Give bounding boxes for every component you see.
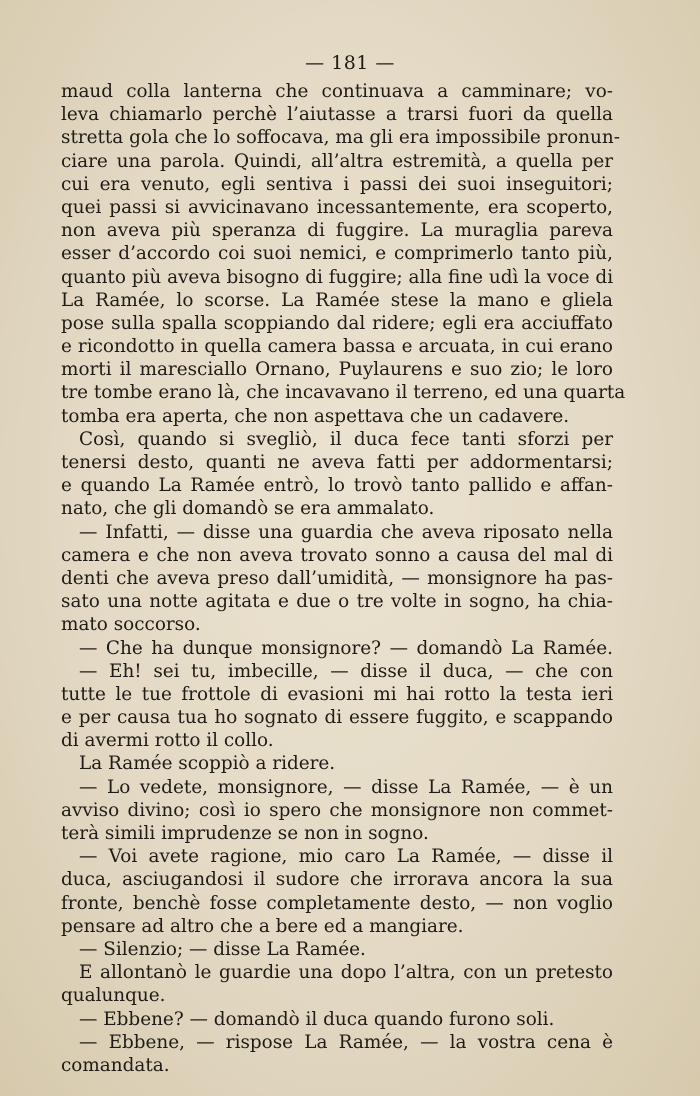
text-line: e per causa tua ho sognato di essere fuggito, e scappando [61, 707, 613, 729]
text-line: tomba era aperta, che non aspettava che un cadavere. [61, 405, 570, 427]
text-line: cui era venuto, egli sentiva i passi dei suoi inseguitori; [61, 173, 613, 195]
text-line: E allontanò le guardie una dopo l’altra, con un pretesto [79, 962, 613, 984]
text-line: pensare ad altro che a bere ed a mangiare. [61, 915, 464, 937]
body-text [61, 80, 626, 1077]
text-line: denti che aveva preso dall’umidità, — monsignore ha pas- [61, 567, 613, 589]
page-number: — 181 — [305, 52, 395, 74]
text-line: esser d’accordo coi suoi nemici, e comprimerlo tanto più, [61, 243, 613, 265]
text-line: — Che ha dunque monsignore? — domandò La Ramée. [79, 637, 613, 659]
text-line: tenersi desto, quanti ne aveva fatti per addormentarsi; [61, 452, 613, 473]
text-line: camera e che non aveva trovato sonno a causa del mal di [61, 544, 613, 566]
text-line: — Infatti, — disse una guardia che aveva riposato nella [79, 521, 613, 543]
text-line: quei passi si avvicinavano incessantemente, era scoperto, [61, 196, 613, 218]
text-line: stretta gola che lo soffocava, ma gli era impossibile pronun- [61, 127, 620, 149]
text-line: La Ramée scoppiò a ridere. [79, 753, 336, 775]
text-line: — Lo vedete, monsignore, — disse La Ramée, — è un [79, 776, 613, 798]
text-line: e ricondotto in quella camera bassa e arcuata, in cui erano [61, 336, 613, 358]
text-line: terà simili imprudenze se non in sogno. [61, 823, 429, 844]
text-line: e quando La Ramée entrò, lo trovò tanto pallido e affan- [61, 475, 613, 497]
text-line: ciare una parola. Quindi, all’altra estremità, a quella per [61, 150, 613, 172]
text-line: comandata. [61, 1054, 170, 1076]
text-line: non aveva più speranza di fuggire. La muraglia pareva [61, 220, 613, 242]
text-line: — Ebbene, — rispose La Ramée, — la vostra cena è [79, 1031, 613, 1053]
text-line: duca, asciugandosi il sudore che irrorava ancora la sua [61, 869, 613, 891]
text-line: leva chiamarlo perchè l’aiutasse a trarsi fuori da quella [61, 104, 613, 126]
text-line: — Silenzio; — disse La Ramée. [79, 938, 366, 960]
text-line: Così, quando si svegliò, il duca fece tanti sforzi per [79, 428, 613, 450]
text-line: tre tombe erano là, che incavavano il terreno, ed una quarta [61, 382, 626, 404]
text-line: — Ebbene? — domandò il duca quando furono soli. [79, 1008, 555, 1030]
text-line: qualunque. [61, 985, 166, 1007]
text-line: nato, che gli domandò se era ammalato. [61, 498, 435, 520]
text-line: sato una notte agitata e due o tre volte in sogno, ha chia- [61, 591, 613, 613]
text-line: morti il maresciallo Ornano, Puylaurens e suo zio; le loro [61, 359, 613, 381]
text-line: avviso divino; così io spero che monsignore non commet- [61, 799, 613, 821]
text-line: tutte le tue frottole di evasioni mi hai rotto la testa ieri [61, 683, 613, 705]
text-line: quanto più aveva bisogno di fuggire; alla fine udì la voce di [61, 266, 614, 288]
text-line: — Eh! sei tu, imbecille, — disse il duca, — che con [79, 660, 613, 682]
text-line: La Ramée, lo scorse. La Ramée stese la mano e gliela [61, 289, 613, 311]
text-line: fronte, benchè fosse completamente desto, — non voglio [61, 892, 613, 914]
text-line: di avermi rotto il collo. [61, 730, 274, 752]
text-line: mato soccorso. [61, 614, 201, 636]
text-line: — Voi avete ragione, mio caro La Ramée, — disse il [79, 846, 613, 868]
text-line: pose sulla spalla scoppiando dal ridere; egli era acciuffato [61, 312, 613, 334]
text-line: maud colla lanterna che continuava a camminare; vo- [61, 81, 613, 102]
